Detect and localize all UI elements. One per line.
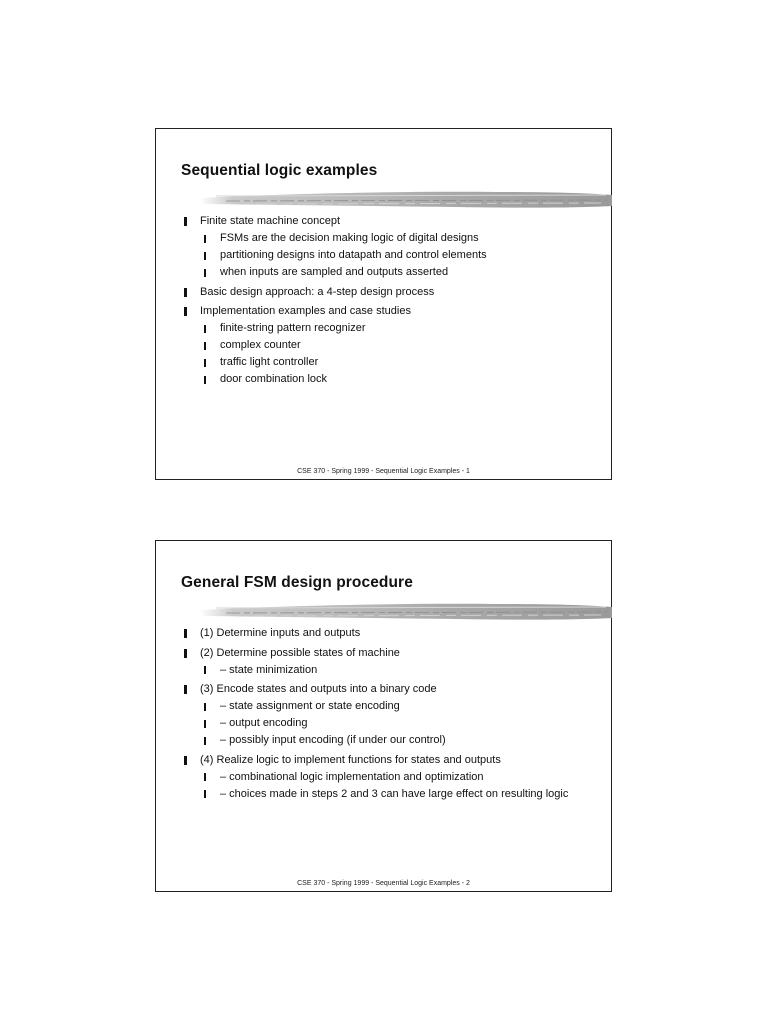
sub-bullet-item (181, 732, 601, 749)
bullet-text: – output encoding (220, 717, 308, 729)
slide-1 (155, 128, 612, 480)
slide-2 (155, 540, 612, 892)
bullet-text: Basic design approach: a 4-step design process (200, 285, 435, 298)
slide-title: Sequential logic examples (181, 162, 378, 179)
slide-footer: CSE 370 - Spring 1999 - Sequential Logic Examples - 1 (297, 468, 470, 475)
bullet-marker (204, 325, 206, 333)
bullet-text: (2) Determine possible states of machine (200, 646, 400, 659)
bullet-item (181, 303, 601, 320)
bullet-marker (204, 790, 206, 798)
sub-bullet-item (181, 247, 601, 264)
bullet-text: Implementation examples and case studies (200, 305, 411, 317)
slide-footer: CSE 370 - Spring 1999 - Sequential Logic Examples - 2 (297, 880, 470, 887)
bullet-marker (204, 720, 206, 728)
bullet-text: – state minimization (220, 663, 318, 676)
brush-stroke-decoration (196, 596, 614, 628)
bullet-text: finite-string pattern recognizer (220, 322, 366, 334)
bullet-marker (184, 307, 187, 316)
sub-bullet-item (181, 698, 601, 715)
bullet-marker (204, 342, 206, 350)
sub-bullet-item (181, 715, 601, 732)
bullet-marker (184, 649, 187, 658)
sub-bullet-item (181, 662, 601, 679)
sub-bullet-item (181, 230, 601, 247)
bullet-text: door combination lock (220, 373, 328, 385)
bullet-list (181, 625, 601, 803)
bullet-item (181, 284, 601, 301)
sub-bullet-item (181, 786, 601, 803)
bullet-marker (204, 737, 206, 745)
bullet-text: – state assignment or state encoding (220, 700, 400, 712)
bullet-text: Finite state machine concept (200, 215, 341, 227)
sub-bullet-item (181, 337, 601, 354)
bullet-marker (204, 376, 206, 384)
bullet-list (181, 213, 601, 388)
bullet-text: when inputs are sampled and outputs asserted (220, 266, 449, 278)
bullet-item (181, 213, 601, 230)
bullet-marker (184, 217, 187, 226)
bullet-text: – combinational logic implementation and optimization (220, 770, 484, 783)
bullet-text: FSMs are the decision making logic of digital designs (220, 232, 479, 244)
bullet-text: traffic light controller (220, 356, 319, 368)
sub-bullet-item (181, 769, 601, 786)
bullet-text: (1) Determine inputs and outputs (200, 627, 361, 639)
sub-bullet-item (181, 320, 601, 337)
bullet-marker (204, 235, 206, 243)
bullet-marker (204, 359, 206, 367)
bullet-text: – choices made in steps 2 and 3 can have large effect on resulting logic (220, 787, 569, 800)
slide-title: General FSM design procedure (181, 574, 413, 591)
bullet-marker (184, 288, 187, 297)
brush-stroke-decoration (196, 184, 614, 216)
bullet-text: (3) Encode states and outputs into a binary code (200, 683, 437, 695)
bullet-item (181, 645, 601, 662)
bullet-marker (184, 756, 187, 765)
bullet-marker (204, 703, 206, 711)
bullet-text: (4) Realize logic to implement functions for states and outputs (200, 753, 501, 766)
sub-bullet-item (181, 354, 601, 371)
bullet-marker (204, 773, 206, 781)
bullet-text: – possibly input encoding (if under our control) (220, 734, 446, 746)
sub-bullet-item (181, 371, 601, 388)
bullet-marker (184, 629, 187, 638)
bullet-item (181, 752, 601, 769)
bullet-marker (184, 685, 187, 694)
bullet-item (181, 625, 601, 642)
bullet-marker (204, 252, 206, 260)
bullet-text: complex counter (220, 339, 301, 351)
bullet-text: partitioning designs into datapath and control elements (220, 249, 487, 261)
bullet-item (181, 681, 601, 698)
bullet-marker (204, 269, 206, 277)
sub-bullet-item (181, 264, 601, 281)
bullet-marker (204, 666, 206, 674)
